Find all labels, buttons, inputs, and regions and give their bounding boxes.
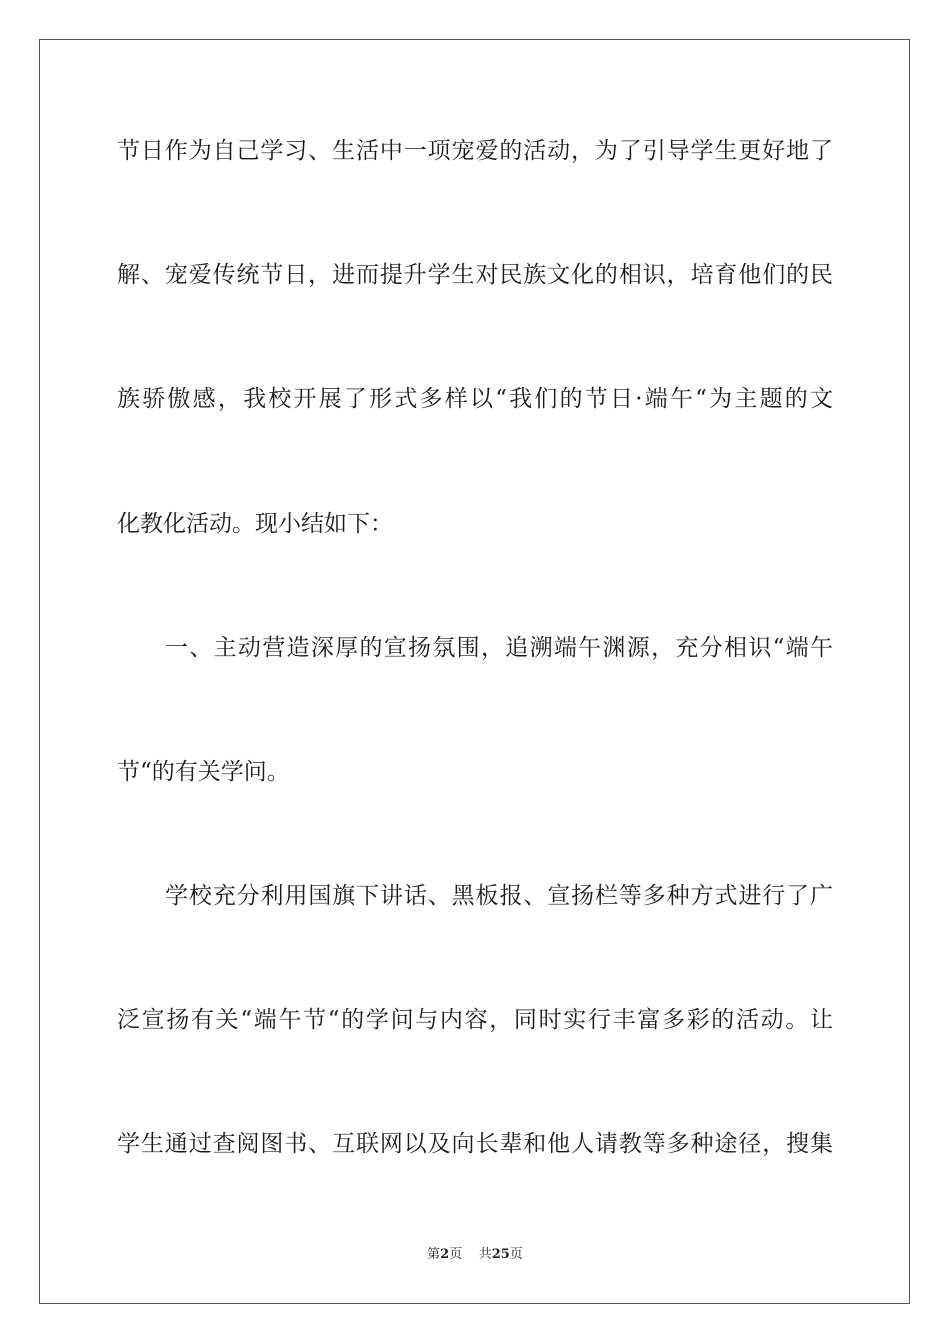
text-line: 化教化活动。现小结如下： <box>117 511 393 537</box>
text-line: 泛宣扬有关“端午节“的学问与内容，同时实行丰富多彩的活动。让 <box>117 1007 833 1033</box>
text-line: 解、宠爱传统节日，进而提升学生对民族文化的相识，培育他们的民 <box>117 262 833 288</box>
text-line: 学校充分利用国旗下讲话、黑板报、宣扬栏等多种方式进行了广 <box>165 883 833 909</box>
page-border <box>39 39 910 1304</box>
total-suffix: 页 <box>509 1247 523 1262</box>
page-prefix: 第 <box>427 1247 441 1262</box>
text-line: 学生通过查阅图书、互联网以及向长辈和他人请教等多种途径，搜集 <box>117 1131 833 1157</box>
text-line: 族骄傲感，我校开展了形式多样以“我们的节日·端午“为主题的文 <box>117 386 833 412</box>
text-line: 节日作为自己学习、生活中一项宠爱的活动，为了引导学生更好地了 <box>117 138 833 164</box>
page-suffix: 页 <box>449 1247 463 1262</box>
text-line: 一、主动营造深厚的宣扬氛围，追溯端午渊源，充分相识“端午 <box>165 635 833 661</box>
total-prefix: 共 <box>478 1247 492 1262</box>
total-pages: 25 <box>491 1247 510 1262</box>
text-line: 节“的有关学问。 <box>117 759 290 785</box>
page-footer <box>0 1246 950 1264</box>
page-number: 2 <box>440 1247 450 1262</box>
